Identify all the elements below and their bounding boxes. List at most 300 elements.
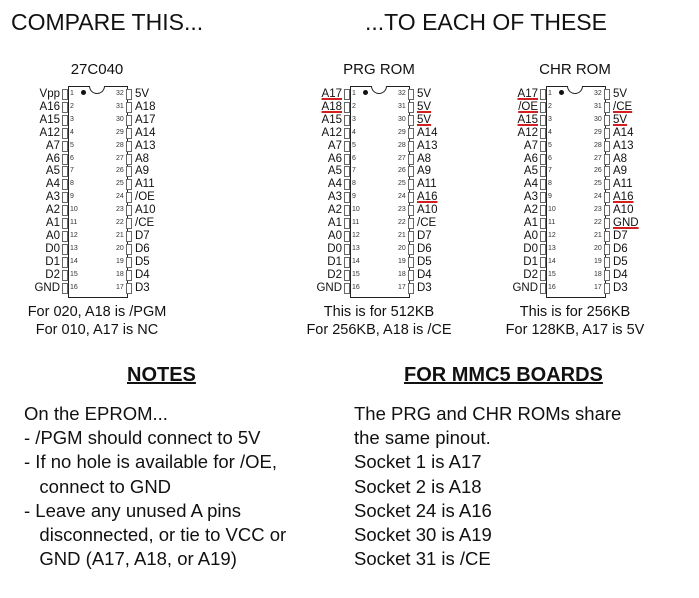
pin-pad [540, 218, 546, 229]
pin-number: 32 [594, 90, 602, 97]
pin-number: 28 [594, 141, 602, 149]
pin-pad [540, 244, 546, 255]
pin-number: 31 [594, 102, 602, 110]
pin-label: A12 [517, 126, 538, 139]
pin-pad [408, 244, 414, 255]
pin-number: 25 [594, 180, 602, 188]
pin-pad [62, 102, 68, 113]
pin-label: A1 [523, 217, 538, 229]
pin-number: 12 [352, 231, 360, 239]
pin-pad [408, 154, 414, 165]
pin-pad [344, 218, 350, 229]
pin-label: D6 [417, 242, 432, 255]
pin-label: D4 [417, 268, 432, 281]
notes-line: GND (A17, A18, or A19) [24, 548, 237, 570]
pin-pad [604, 115, 610, 126]
pin-number: 32 [116, 90, 124, 97]
pin-pad [540, 128, 546, 139]
pin-label: A6 [327, 152, 342, 165]
pin-number: 8 [548, 180, 552, 188]
pin-label: A7 [523, 139, 538, 152]
pin-number: 21 [116, 231, 124, 239]
pin-number: 4 [70, 128, 74, 136]
pin-pad [604, 154, 610, 165]
mmc5-line: Socket 24 is A16 [354, 499, 492, 521]
pin-number: 2 [70, 102, 74, 110]
pin-label: A13 [135, 139, 156, 152]
pin1-dot [559, 90, 564, 95]
pin-label: D1 [45, 255, 60, 268]
pin-pad [604, 89, 610, 100]
notes-line: disconnected, or tie to VCC or [24, 524, 287, 546]
pin-number: 23 [116, 206, 124, 214]
chip-caption: For 020, A18 is /PGM [27, 304, 167, 320]
pin-pad [344, 179, 350, 190]
pin-number: 22 [594, 219, 602, 226]
pin-pad [604, 102, 610, 113]
pin-label: A17 [517, 88, 538, 100]
pin-label: 5V [417, 113, 432, 126]
pin-label: D0 [45, 242, 60, 255]
pin-number: 19 [594, 257, 602, 265]
pin-label: A3 [327, 191, 342, 204]
pin-label: A11 [417, 178, 437, 191]
pin-pad [344, 205, 350, 216]
pin1-dot [363, 90, 368, 95]
pin-pad [62, 283, 68, 294]
pin-label: A0 [45, 229, 60, 242]
pin-number: 20 [116, 244, 124, 252]
pin-number: 23 [398, 206, 406, 214]
pin-pad [344, 270, 350, 281]
pin-number: 5 [352, 141, 356, 149]
pin-pad [344, 154, 350, 165]
pin-pad [540, 205, 546, 216]
pin-pad [62, 141, 68, 152]
pin-pad [62, 115, 68, 126]
pin-number: 6 [548, 154, 552, 162]
pin-pad [604, 244, 610, 255]
pin-number: 25 [398, 180, 406, 188]
pin-pad [126, 205, 132, 216]
pin-number: 17 [116, 283, 124, 291]
mmc5-line: Socket 2 is A18 [354, 475, 482, 497]
pin-number: 9 [548, 193, 552, 201]
pin-number: 12 [70, 231, 78, 239]
pin-label: D5 [135, 255, 150, 268]
pin-number: 26 [116, 167, 124, 175]
pin-number: 18 [594, 270, 602, 278]
pin-label: A8 [135, 152, 150, 165]
pin-pad [408, 218, 414, 229]
pin-label: A2 [523, 204, 538, 217]
pin-number: 11 [70, 219, 78, 226]
pin-label: GND [512, 281, 538, 294]
pin-pad [126, 231, 132, 242]
pin-label: 5V [135, 88, 150, 100]
pin-number: 6 [352, 154, 356, 162]
pin-label: A16 [417, 191, 438, 204]
pin-pad [540, 257, 546, 268]
pin-label: 5V [417, 100, 432, 113]
pin-label: D2 [523, 268, 538, 281]
pin-pad [540, 102, 546, 113]
pin-pad [540, 270, 546, 281]
pin-number: 14 [548, 257, 556, 265]
pin-pad [62, 270, 68, 281]
pin-label: A16 [613, 191, 634, 204]
pin-label: A10 [613, 204, 634, 217]
pin-pad [408, 283, 414, 294]
pin-number: 6 [70, 154, 74, 162]
pin-number: 3 [352, 115, 356, 123]
pin-number: 22 [116, 219, 124, 226]
pin-pad [604, 128, 610, 139]
pin-label: A16 [39, 100, 60, 113]
pin-number: 7 [70, 167, 74, 175]
pin-number: 27 [116, 154, 124, 162]
pin-number: 24 [594, 193, 602, 201]
pin-label: A6 [523, 152, 538, 165]
pin-label: A4 [327, 178, 342, 191]
pin-number: 26 [398, 167, 406, 175]
pin-label: /CE [135, 217, 155, 229]
pin-pad [540, 166, 546, 177]
pin-label: A7 [327, 139, 342, 152]
pin-label: A11 [613, 178, 633, 191]
pin-label: D5 [417, 255, 432, 268]
pin-number: 27 [398, 154, 406, 162]
notes-line: - Leave any unused A pins [24, 499, 242, 521]
pin-number: 20 [398, 244, 406, 252]
pin-number: 26 [594, 167, 602, 175]
pin-label: A0 [327, 229, 342, 242]
pin-label: A4 [523, 178, 538, 191]
pin-pad [604, 257, 610, 268]
chip-caption: For 128KB, A17 is 5V [505, 322, 645, 338]
pin-label: D4 [613, 268, 628, 281]
pin-pad [604, 283, 610, 294]
pin-label: A10 [135, 204, 156, 217]
pin-label: GND [613, 217, 639, 229]
notes-line: On the EPROM... [24, 403, 168, 424]
pin-number: 31 [398, 102, 406, 110]
pin-number: 9 [70, 193, 74, 201]
pin-label: A9 [417, 165, 432, 178]
pin-number: 32 [398, 90, 406, 97]
pin-label: D7 [135, 229, 150, 242]
pin-number: 12 [548, 231, 556, 239]
header-left: COMPARE THIS... [11, 9, 204, 35]
pin-pad [126, 89, 132, 100]
pin-label: A5 [327, 165, 342, 178]
pin-number: 16 [548, 283, 556, 291]
pin-label: A13 [613, 139, 634, 152]
pin-pad [126, 179, 132, 190]
pin-label: D3 [417, 281, 432, 294]
pin-label: 5V [417, 88, 432, 100]
pin-number: 29 [398, 128, 406, 136]
pin-label: A15 [39, 113, 60, 126]
pin-label: D5 [613, 255, 628, 268]
mmc5-line: Socket 30 is A19 [354, 524, 492, 546]
pin-number: 2 [352, 102, 356, 110]
pin-pad [62, 179, 68, 190]
pin-pad [604, 166, 610, 177]
pin-pad [540, 154, 546, 165]
pin-pad [540, 283, 546, 294]
pin-pad [62, 257, 68, 268]
pin-number: 4 [548, 128, 552, 136]
pin-label: D7 [613, 229, 628, 242]
pin-pad [408, 205, 414, 216]
pin-label: /CE [417, 217, 437, 229]
pin-pad [408, 270, 414, 281]
pin-pad [604, 270, 610, 281]
pin-label: A17 [321, 88, 342, 100]
pin-number: 28 [398, 141, 406, 149]
pin-number: 30 [116, 115, 124, 123]
pin-number: 17 [594, 283, 602, 291]
pin-pad [126, 115, 132, 126]
pin-pad [62, 154, 68, 165]
pin-label: D6 [135, 242, 150, 255]
pin-number: 25 [116, 180, 124, 188]
pin-label: A2 [45, 204, 60, 217]
pin-pad [62, 205, 68, 216]
pin-pad [126, 218, 132, 229]
pin-number: 27 [594, 154, 602, 162]
pin-label: D2 [327, 268, 342, 281]
pin-label: D0 [523, 242, 538, 255]
pin-number: 14 [352, 257, 360, 265]
pin-number: 24 [116, 193, 124, 201]
pin-number: 1 [548, 90, 552, 97]
pin-pad [126, 192, 132, 203]
chip-title: 27C040 [70, 61, 124, 78]
pin-label: /OE [518, 100, 538, 113]
pin-pad [62, 231, 68, 242]
pin-number: 22 [398, 219, 406, 226]
pin-pad [62, 128, 68, 139]
pin-pad [344, 283, 350, 294]
pin-label: A1 [45, 217, 60, 229]
pin-pad [344, 231, 350, 242]
pin-pad [62, 166, 68, 177]
pin-label: A14 [417, 126, 438, 139]
pin-number: 31 [116, 102, 124, 110]
pin-number: 5 [70, 141, 74, 149]
pin-label: D3 [613, 281, 628, 294]
pin-label: A9 [613, 165, 628, 178]
pin-number: 15 [548, 270, 556, 278]
pin-label: D1 [327, 255, 342, 268]
pin-pad [408, 257, 414, 268]
pin-label: D4 [135, 268, 150, 281]
pin-pad [540, 231, 546, 242]
chip-title: PRG ROM [343, 61, 415, 78]
pin-number: 10 [548, 206, 556, 214]
pin-number: 13 [70, 244, 78, 252]
pin-number: 16 [352, 283, 360, 291]
chip-caption: For 256KB, A18 is /CE [306, 322, 452, 338]
pin-number: 16 [70, 283, 78, 291]
pin-pad [408, 192, 414, 203]
pin-pad [540, 192, 546, 203]
mmc5-line: Socket 31 is /CE [354, 548, 491, 570]
pin-pad [126, 102, 132, 113]
notes-heading: NOTES [127, 364, 196, 386]
pin-number: 24 [398, 193, 406, 201]
pin-label: D1 [523, 255, 538, 268]
pin-pad [604, 141, 610, 152]
pin-number: 20 [594, 244, 602, 252]
pin-number: 18 [116, 270, 124, 278]
pin-pad [126, 128, 132, 139]
pin-label: A7 [45, 139, 60, 152]
pin-label: A1 [327, 217, 342, 229]
pin-number: 2 [548, 102, 552, 110]
pin-label: /OE [135, 191, 155, 204]
pin-number: 21 [398, 231, 406, 239]
pin-label: 5V [613, 88, 628, 100]
pin-label: D0 [327, 242, 342, 255]
header-right: ...TO EACH OF THESE [365, 9, 607, 35]
pin-label: D6 [613, 242, 628, 255]
pin-number: 10 [70, 206, 78, 214]
pin-pad [540, 141, 546, 152]
pin-number: 14 [70, 257, 78, 265]
pin-label: A5 [523, 165, 538, 178]
pin-label: A10 [417, 204, 438, 217]
mmc5-line: Socket 1 is A17 [354, 451, 482, 473]
chip-caption: This is for 512KB [323, 304, 435, 320]
pin-number: 5 [548, 141, 552, 149]
pin-number: 1 [70, 90, 74, 97]
pin-label: A0 [523, 229, 538, 242]
pin-pad [126, 283, 132, 294]
pin-label: A3 [45, 191, 60, 204]
pin-label: A18 [321, 100, 342, 113]
pin-label: GND [316, 281, 342, 294]
mmc5-list [354, 402, 621, 571]
pin-label: /CE [613, 100, 633, 113]
pin-number: 4 [352, 128, 356, 136]
pin-pad [408, 89, 414, 100]
pin-label: GND [34, 281, 60, 294]
pin-label: A5 [45, 165, 60, 178]
pin-label: A14 [613, 126, 634, 139]
pin-pad [62, 89, 68, 100]
pin-pad [604, 192, 610, 203]
pin-number: 11 [352, 219, 360, 226]
pin-number: 9 [352, 193, 356, 201]
pin-pad [126, 244, 132, 255]
pin-pad [408, 128, 414, 139]
pin-pad [540, 179, 546, 190]
pin-label: A18 [135, 100, 156, 113]
pin-label: A8 [417, 152, 432, 165]
pin-pad [344, 141, 350, 152]
pin-label: A2 [327, 204, 342, 217]
pin-number: 13 [352, 244, 360, 252]
pin-label: A3 [523, 191, 538, 204]
notes-line: - If no hole is available for /OE, [24, 451, 277, 473]
mmc5-heading: FOR MMC5 BOARDS [404, 364, 603, 386]
pin-pad [126, 154, 132, 165]
pin-pad [344, 166, 350, 177]
pin1-dot [81, 90, 86, 95]
pin-pad [126, 166, 132, 177]
chip-caption: This is for 256KB [519, 304, 631, 320]
pin-label: A15 [321, 113, 342, 126]
mmc5-line: The PRG and CHR ROMs share [354, 403, 622, 424]
pin-number: 30 [398, 115, 406, 123]
pin-label: A12 [321, 126, 342, 139]
notes-list [24, 402, 286, 571]
pin-pad [604, 231, 610, 242]
pin-number: 7 [352, 167, 356, 175]
pin-number: 3 [70, 115, 74, 123]
pin-pad [126, 257, 132, 268]
pin-pad [62, 192, 68, 203]
pin-number: 10 [352, 206, 360, 214]
pin-label: D2 [45, 268, 60, 281]
pin-pad [540, 115, 546, 126]
pin-pad [62, 218, 68, 229]
pin-label: D7 [417, 229, 432, 242]
pin-label: A14 [135, 126, 156, 139]
pin-number: 21 [594, 231, 602, 239]
pin-number: 18 [398, 270, 406, 278]
pin-number: 29 [116, 128, 124, 136]
pin-pad [408, 166, 414, 177]
notes-line: connect to GND [24, 475, 172, 497]
pin-label: A11 [135, 178, 155, 191]
pin-number: 13 [548, 244, 556, 252]
pin-pad [344, 192, 350, 203]
pin-pad [126, 270, 132, 281]
mmc5-line: the same pinout. [354, 427, 491, 449]
pin-label: 5V [613, 113, 628, 126]
pin-pad [408, 141, 414, 152]
chip-caption: For 010, A17 is NC [35, 322, 159, 338]
chip-title: CHR ROM [539, 61, 611, 78]
pin-number: 15 [352, 270, 360, 278]
pin-pad [540, 89, 546, 100]
pin-label: A12 [39, 126, 60, 139]
pin-label: A8 [613, 152, 628, 165]
pin-pad [408, 115, 414, 126]
pin-pad [344, 244, 350, 255]
pin-pad [604, 205, 610, 216]
pin-label: D3 [135, 281, 150, 294]
pin-pad [604, 218, 610, 229]
pin-number: 30 [594, 115, 602, 123]
pin-number: 3 [548, 115, 552, 123]
pin-pad [62, 244, 68, 255]
pin-number: 19 [398, 257, 406, 265]
pin-label: A13 [417, 139, 438, 152]
pin-pad [344, 89, 350, 100]
pin-number: 15 [70, 270, 78, 278]
pin-number: 11 [548, 219, 556, 226]
pin-pad [604, 179, 610, 190]
pin-pad [344, 128, 350, 139]
pin-number: 8 [70, 180, 74, 188]
pin-label: Vpp [39, 88, 60, 100]
pin-pad [408, 102, 414, 113]
